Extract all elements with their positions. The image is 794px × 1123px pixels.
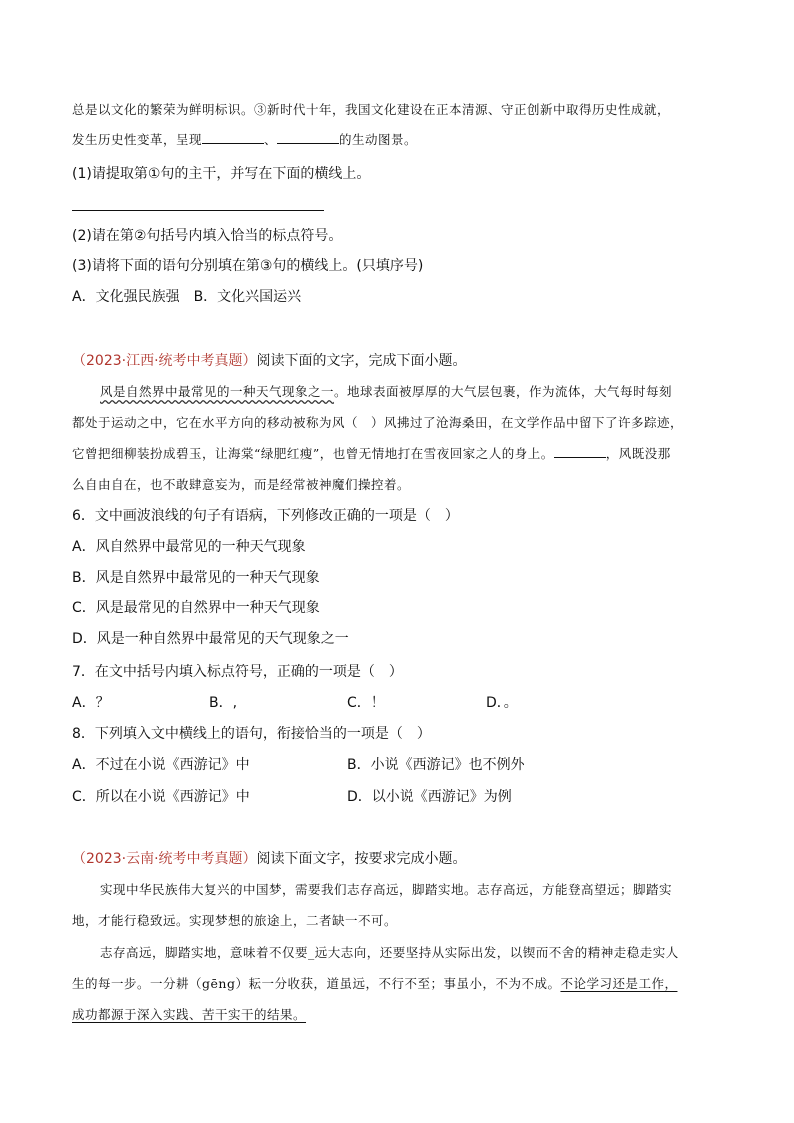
question-3: (3)请将下面的语句分别填在第③句的横线上。(只填序号): [72, 258, 424, 274]
q8-option-c[interactable]: C．所以在小说《西游记》中: [72, 789, 250, 805]
passage-line: 总是以文化的繁荣为鲜明标识。③新时代十年，我国文化建设在正本清源、守正创新中取得历史性成就，: [72, 102, 671, 117]
passage-line: 么自由自在，也不敢肆意妄为，而是经常被神魔们操控着。: [72, 477, 411, 492]
passage-line: [72, 130, 417, 150]
fill-blank[interactable]: [277, 131, 339, 144]
instruction-text: 阅读下面文字，按要求完成小题。: [256, 851, 467, 867]
q6-option-a[interactable]: A．风自然界中最常见的一种天气现象: [72, 539, 306, 555]
answer-line[interactable]: [72, 210, 324, 211]
q7-option-a[interactable]: A．？: [72, 695, 110, 711]
source-bracket: ）: [242, 851, 257, 867]
passage-text: 它曾把细柳装扮成碧玉，让海棠“绿肥红瘦”，也曾无情地打在雪夜回家之人的身上。: [72, 446, 554, 461]
q7-option-d[interactable]: D．。: [486, 695, 518, 711]
fill-blank[interactable]: [554, 445, 606, 458]
passage-text: ，风既没那: [605, 446, 671, 461]
question-8: 8．下列填入文中横线上的语句，衔接恰当的一项是（ ）: [72, 726, 431, 742]
section-3-heading: [72, 849, 467, 869]
source-bracket: （: [72, 353, 86, 369]
source-label: 2023·江西·统考中考真题: [86, 353, 243, 369]
underlined-sentence: 成功都源于深入实践、苦干实干的结果。: [72, 1007, 307, 1022]
q7-option-c[interactable]: C．！: [347, 695, 385, 711]
underlined-sentence: 不论学习还是工作，: [560, 976, 678, 991]
instruction-text: 阅读下面的文字，完成下面小题。: [256, 353, 467, 369]
question-2: (2)请在第②句括号内填入恰当的标点符号。: [72, 228, 343, 244]
passage-text: 、: [264, 132, 278, 147]
passage-text: 远大志向，还要坚持从实际出发，以锲而不舍的精神走稳走实人: [314, 945, 679, 960]
passage-text: 生的每一步。一分耕（gēng）耘一分收获，道虽远，不行不至；事虽小，不为不成。: [72, 976, 561, 991]
passage-line: [72, 974, 677, 994]
q7-option-b[interactable]: B．,: [209, 695, 238, 711]
passage-line: 都处于运动之中，它在水平方向的移动被称为风（ ）风拂过了沧海桑田，在文学作品中留下了许多踪迹，: [72, 415, 684, 430]
passage-text: 志存高远，脚踏实地，意味着不仅要: [100, 945, 309, 960]
passage-line: [100, 943, 679, 963]
question-3-options: A．文化强民族强 B．文化兴国运兴: [72, 289, 302, 305]
source-bracket: （: [72, 851, 86, 867]
passage-line: [72, 444, 671, 464]
q8-option-b[interactable]: B．小说《西游记》也不例外: [347, 757, 525, 773]
question-6: 6．文中画波浪线的句子有语病，下列修改正确的一项是（ ）: [72, 508, 459, 524]
question-7: 7．在文中括号内填入标点符号，正确的一项是（ ）: [72, 664, 403, 680]
passage-text: 。地球表面被厚厚的大气层包裹，作为流体，大气每时每刻: [334, 384, 673, 399]
q6-option-d[interactable]: D．风是一种自然界中最常见的天气现象之一: [72, 631, 349, 647]
passage-line: 地，才能行稳致远。实现梦想的旅途上，二者缺一不可。: [72, 913, 398, 928]
source-label: 2023·云南·统考中考真题: [86, 851, 243, 867]
passage-line: [100, 382, 672, 402]
fill-blank[interactable]: _: [308, 945, 315, 960]
section-2-heading: [72, 351, 467, 371]
fill-blank[interactable]: [202, 131, 264, 144]
passage-text: 的生动图景。: [339, 132, 418, 147]
wavy-underlined-sentence: 风是自然界中最常见的一种天气现象之一: [100, 384, 335, 399]
source-bracket: ）: [242, 353, 257, 369]
q8-option-a[interactable]: A．不过在小说《西游记》中: [72, 757, 250, 773]
q6-option-c[interactable]: C．风是最常见的自然界中一种天气现象: [72, 600, 320, 616]
q6-option-b[interactable]: B．风是自然界中最常见的一种天气现象: [72, 570, 320, 586]
passage-text: 发生历史性变革，呈现: [72, 132, 203, 147]
q8-option-d[interactable]: D．以小说《西游记》为例: [347, 789, 512, 805]
passage-line: [72, 1005, 306, 1025]
question-1: (1)请提取第①句的主干，并写在下面的横线上。: [72, 166, 371, 182]
passage-line: 实现中华民族伟大复兴的中国梦，需要我们志存高远，脚踏实地。志存高远，方能登高望远；脚踏实: [100, 882, 673, 897]
